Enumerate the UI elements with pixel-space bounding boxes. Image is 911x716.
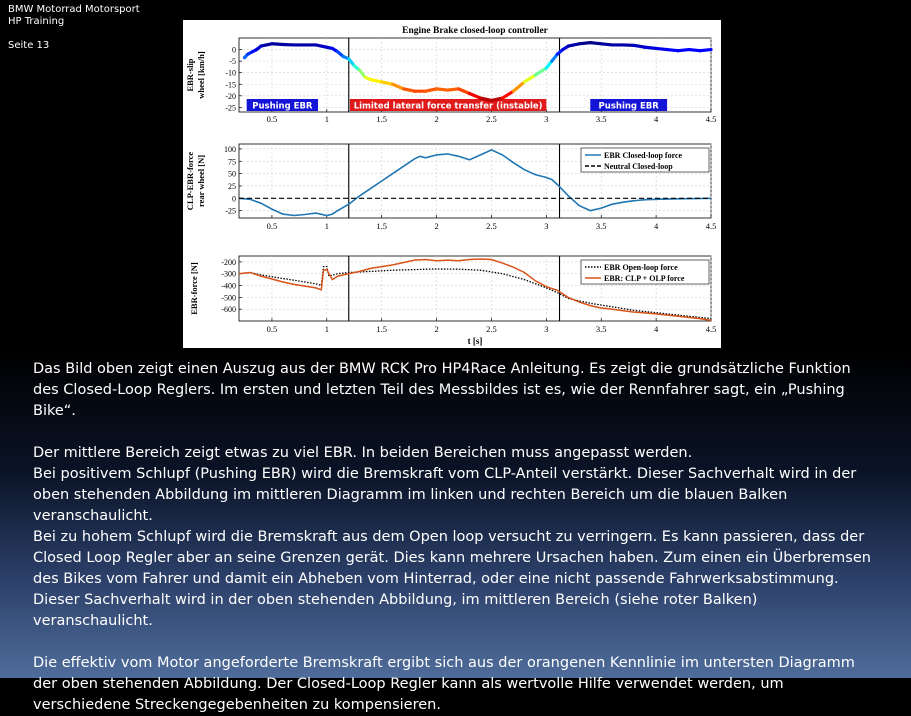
x-tick-label: 2 <box>434 221 438 231</box>
y-axis-label: wheel [km/h] <box>196 51 206 99</box>
y-tick-label: -500 <box>221 293 236 302</box>
x-tick-label: 0.5 <box>267 114 278 124</box>
x-tick-label: 1 <box>325 221 329 231</box>
series-segment <box>371 80 382 82</box>
series-segment <box>568 44 579 46</box>
x-tick-label: 3 <box>544 324 548 334</box>
y-tick-label: -20 <box>225 92 236 101</box>
x-tick-label: 3.5 <box>596 114 607 124</box>
series-segment <box>480 98 491 100</box>
y-tick-label: -25 <box>225 103 236 112</box>
training-label: HP Training <box>8 16 140 28</box>
series-segment <box>700 50 711 51</box>
x-tick-label: 2 <box>434 114 438 124</box>
x-tick-label: 4.5 <box>706 221 717 231</box>
y-tick-label: -200 <box>221 258 236 267</box>
legend-label: Neutral Closed-loop <box>604 162 673 171</box>
series-segment <box>426 89 437 91</box>
x-tick-label: 0.5 <box>267 324 278 334</box>
legend-label: EBR Open-loop force <box>604 263 678 272</box>
x-tick-label: 1 <box>325 114 329 124</box>
x-tick-label: 4.5 <box>706 114 717 124</box>
series-segment <box>689 50 700 51</box>
chart-figure <box>183 20 721 348</box>
y-tick-label: -600 <box>221 305 236 314</box>
x-tick-label: 2.5 <box>486 324 497 334</box>
y-tick-label: 0 <box>232 46 236 55</box>
x-tick-label: 1 <box>325 324 329 334</box>
x-tick-label: 0.5 <box>267 221 278 231</box>
body-text <box>33 359 878 716</box>
series-segment <box>667 50 678 51</box>
x-tick-label: 4 <box>654 114 659 124</box>
series-segment <box>579 43 590 44</box>
paragraph-positive-slip: Bei positivem Schlupf (Pushing EBR) wird die Bremskraft vom CLP-Anteil verstärkt. Dieser Sachverhalt wird in der oben stehenden Abbildung im mittleren Diagramm im linken und rechten Bereich um die blauen Balken veranschaulicht. <box>33 464 878 527</box>
series-segment <box>601 44 612 45</box>
series-segment <box>634 45 645 47</box>
slide-header <box>8 4 140 52</box>
series-segment <box>656 48 667 49</box>
x-tick-label: 3.5 <box>596 324 607 334</box>
x-tick-label: 3 <box>544 114 548 124</box>
y-axis-label: EBR-slip <box>185 58 195 91</box>
x-tick-label: 4 <box>654 324 659 334</box>
x-tick-label: 1.5 <box>376 114 387 124</box>
paragraph-effective-force: Die effektiv vom Motor angeforderte Bremskraft ergibt sich aus der orangenen Kennlinie im untersten Diagramm der oben stehenden Abbildung. Der Closed-Loop Regler kann als wertvolle Hilfe verwendet werden, um verschiedene Streckengegebenheiten zu kompensieren. <box>33 653 878 716</box>
y-tick-label: -400 <box>221 282 236 291</box>
x-tick-label: 1.5 <box>376 221 387 231</box>
x-tick-label: 3.5 <box>596 221 607 231</box>
series-segment <box>678 50 689 51</box>
x-tick-label: 1.5 <box>376 324 387 334</box>
y-tick-label: -10 <box>225 69 236 78</box>
x-tick-label: 3 <box>544 221 548 231</box>
y-tick-label: -25 <box>225 207 236 216</box>
x-tick-label: 2.5 <box>486 221 497 231</box>
company-label: BMW Motorrad Motorsport <box>8 4 140 16</box>
y-tick-label: 75 <box>228 157 236 166</box>
y-axis-label: rear wheel [N] <box>196 155 206 207</box>
paragraph-intro: Das Bild oben zeigt einen Auszug aus der BMW RCK Pro HP4Race Anleitung. Es zeigt die grundsätzliche Funktion des Closed-Loop Reglers. Im ersten und letzten Teil des Messbildes ist es, wie der Rennfahrer sagt, ein „Pushing Bike“. <box>33 359 878 422</box>
x-tick-label: 4 <box>654 221 659 231</box>
series-segment <box>590 43 601 44</box>
x-axis-label: t [s] <box>468 336 483 346</box>
y-axis-label: CLP-EBR-force <box>185 152 195 211</box>
y-tick-label: -5 <box>229 57 236 66</box>
series-segment <box>437 89 448 90</box>
series-segment <box>382 82 393 84</box>
series-segment <box>645 47 656 48</box>
chart-title: Engine Brake closed-loop controller <box>402 26 549 36</box>
x-tick-label: 4.5 <box>706 324 717 334</box>
y-tick-label: -300 <box>221 270 236 279</box>
legend-label: EBR Closed-loop force <box>604 151 683 160</box>
x-tick-label: 2.5 <box>486 114 497 124</box>
y-tick-label: 100 <box>224 145 236 154</box>
y-tick-label: 0 <box>232 194 236 203</box>
y-axis-label: EBR-force [N] <box>189 262 199 315</box>
chart-panel-3 <box>189 256 716 346</box>
phase-bar-label: Limited lateral force transfer (instable) <box>354 102 543 112</box>
series-segment <box>448 89 459 90</box>
chart-panel-1 <box>185 26 716 124</box>
y-tick-label: 25 <box>228 182 236 191</box>
series-segment <box>272 44 283 45</box>
paragraph-high-slip: Bei zu hohem Schlupf wird die Bremskraft aus dem Open loop versucht zu verringern. Es kann passieren, dass der Closed Loop Regler aber an seine Grenzen gerät. Dies kann mehrere Ursachen haben. Zum einen ein Überbremsen des Bikes vom Fahrer und damit ein Abheben vom Hinterrad, oder eine nicht passende Fahrwerksabstimmung. Dieser Sachverhalt wird in der oben stehenden Abbildung, im mittleren Bereich (siehe roter Balken) veranschaulicht. <box>33 527 878 632</box>
phase-bar-label: Pushing EBR <box>599 102 660 112</box>
series-segment <box>491 98 502 100</box>
x-tick-label: 2 <box>434 324 438 334</box>
chart-panel-2 <box>185 144 716 231</box>
chart-canvas <box>183 20 721 348</box>
series-segment <box>404 89 415 91</box>
legend-label: EBR: CLP + OLP force <box>604 274 685 283</box>
phase-bar-label: Pushing EBR <box>252 102 313 112</box>
y-tick-label: 50 <box>228 170 236 179</box>
page-number: Seite 13 <box>8 40 140 52</box>
y-tick-label: -15 <box>225 80 236 89</box>
paragraph-ebr-middle: Der mittlere Bereich zeigt etwas zu viel EBR. In beiden Bereichen muss angepasst werden. <box>33 443 878 464</box>
